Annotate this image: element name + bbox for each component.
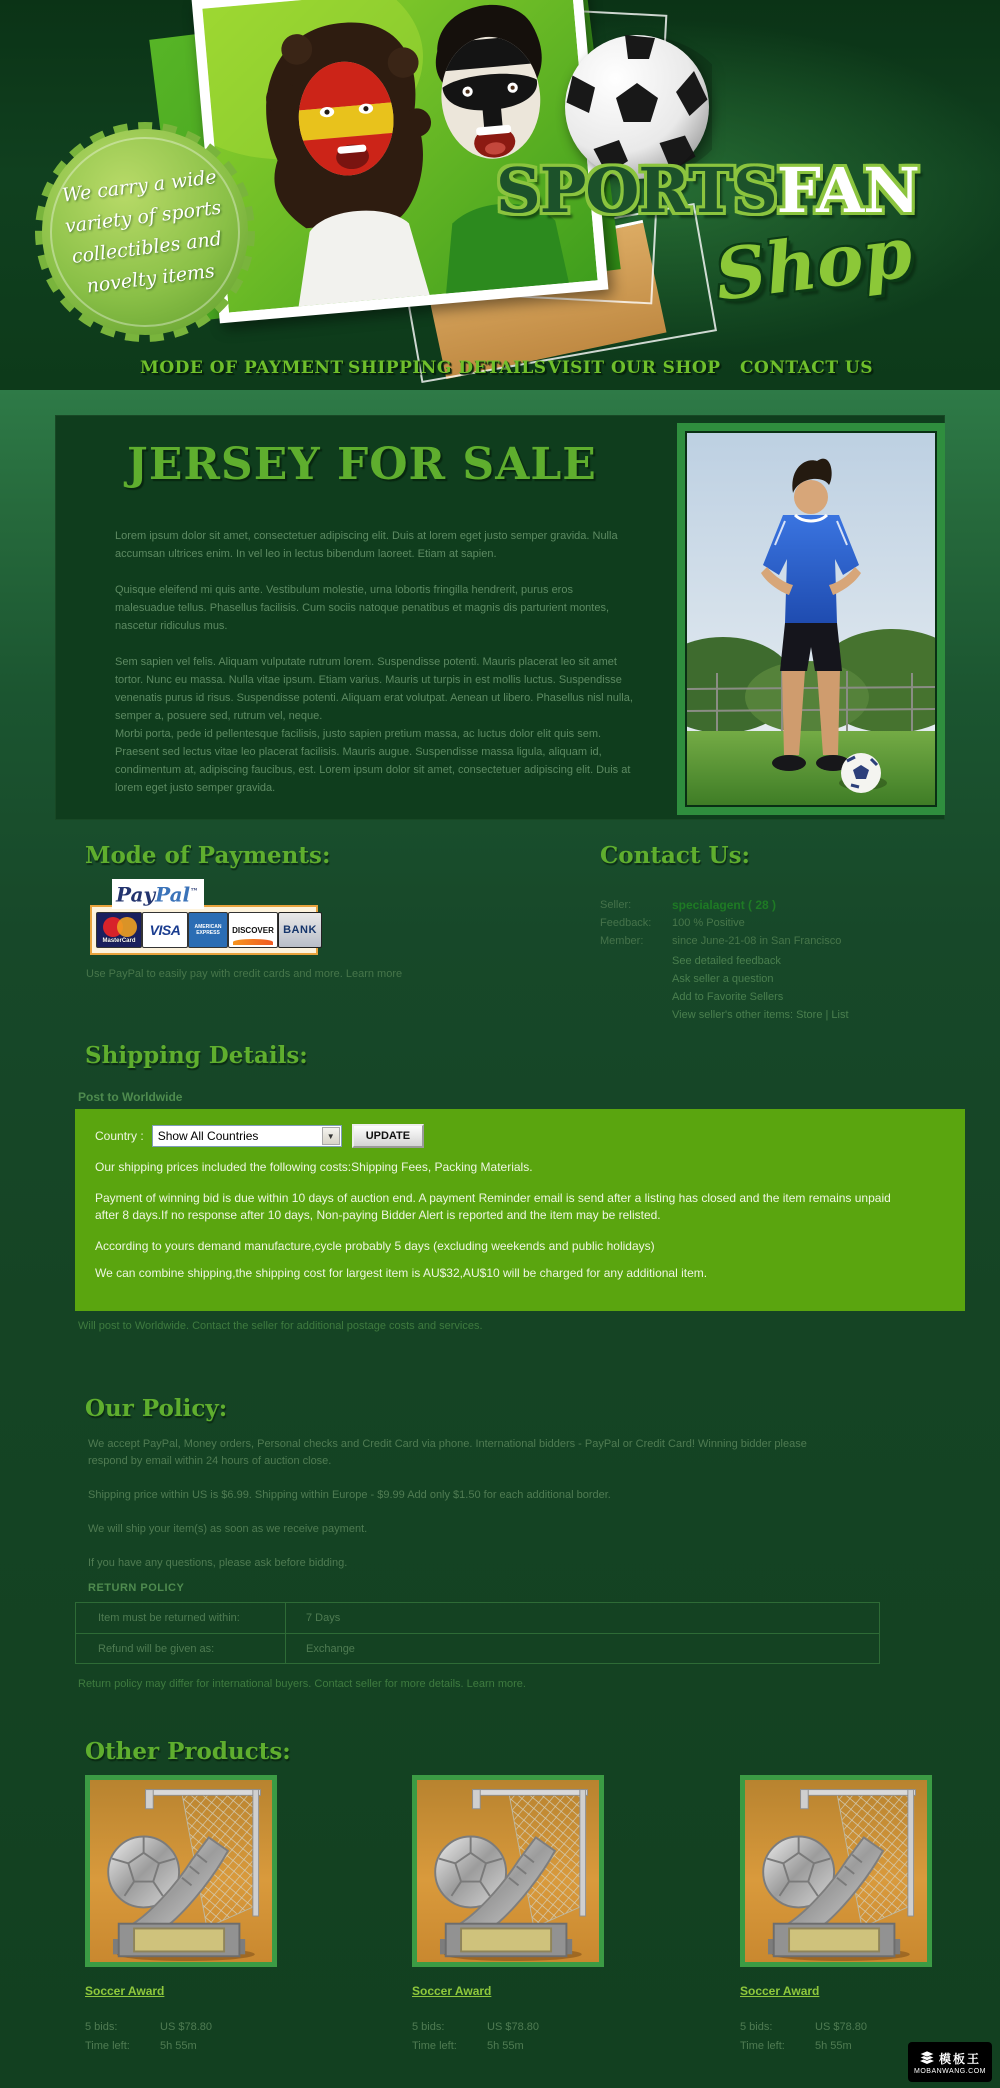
policy-paragraph: Shipping price within US is $6.99. Shipping within Europe - $9.99 Add only $1.50 for each additional border.	[88, 1489, 611, 1501]
mastercard-icon: MasterCard	[96, 912, 142, 948]
time-left: 5h 55m	[487, 2040, 524, 2052]
watermark-domain: MOBANWANG.COM	[914, 2067, 986, 2075]
policy-paragraph: We will ship your item(s) as soon as we receive payment.	[88, 1523, 368, 1535]
country-selector-row	[95, 1123, 945, 1149]
table-row: Refund will be given as: Exchange	[76, 1633, 879, 1663]
listing-paragraph: Morbi porta, pede id pellentesque facilisis, justo sapien pretium massa, ac luctus dolor elit quis sem.	[115, 728, 602, 740]
listing-paragraph: Lorem ipsum dolor sit amet, consectetuer adipiscing elit. Duis at lorem eget justo semper gravida. Nulla accumsan ultrices enim. In vel leo in lectus bibendum laoreet. Etiam at sapien.	[115, 530, 618, 560]
ask-seller-question-link[interactable]: Ask seller a question	[672, 973, 774, 985]
product-card-2-image[interactable]	[412, 1775, 604, 1967]
other-products-heading: Other Products:	[85, 1738, 291, 1765]
seller-row: Seller: specialagent ( 28 )	[600, 898, 777, 912]
promo-badge	[25, 110, 265, 355]
nav-shipping-details[interactable]: SHIPPING DETAILS	[348, 358, 547, 378]
nav-contact-us[interactable]: CONTACT US	[740, 358, 873, 378]
badge-line: novelty items	[85, 259, 216, 297]
product-link-3[interactable]: Soccer Award	[740, 1984, 820, 1998]
chevron-down-icon[interactable]: ▼	[322, 1127, 340, 1145]
badge-text	[11, 96, 279, 368]
table-row: Item must be returned within: 7 Days	[76, 1603, 879, 1633]
nav-mode-of-payment[interactable]: MODE OF PAYMENT	[140, 358, 344, 378]
feedback-row: Feedback: 100 % Positive	[600, 917, 745, 929]
trophy-icon	[745, 1780, 927, 1962]
shipping-info-box	[75, 1109, 965, 1311]
add-favorite-sellers-link[interactable]: Add to Favorite Sellers	[672, 991, 784, 1003]
listing-paragraph: Praesent sed lectus vitae leo placerat facilisis. Mauris augue. Suspendisse massa ligula, aliquam id, condimentum at, adipiscing faucibus, est. Lorem ipsum dolor sit amet, consectetuer adipiscing elit. Duis at lorem eget justo semper gravida.	[115, 746, 631, 794]
product-photo	[677, 423, 945, 815]
shipping-paragraph: Our shipping prices included the following costs:Shipping Fees, Packing Materials.	[95, 1160, 533, 1174]
policy-paragraph: If you have any questions, please ask before bidding.	[88, 1557, 348, 1569]
bid-price: US $78.80	[487, 2021, 539, 2033]
payment-methods-graphic	[90, 905, 318, 955]
product-title	[85, 1984, 164, 1998]
shipping-paragraph: Payment of winning bid is due within 10 days of auction end. A payment Reminder email is send after a listing has closed and the item remains unpaid after 8 days.If no response after 10 days, Non-paying Bidder Alert is reported and the item may be relisted.	[95, 1191, 891, 1222]
content	[0, 390, 1000, 2088]
learn-more-link[interactable]: Learn more	[345, 968, 403, 980]
bid-price: US $78.80	[160, 2021, 212, 2033]
payments-heading: Mode of Payments:	[85, 842, 331, 869]
listing-title: JERSEY FOR SALE	[127, 439, 597, 490]
country-select[interactable]: Show All Countries ▼	[152, 1125, 342, 1147]
main-nav	[0, 358, 1000, 384]
view-other-items-link[interactable]: View seller's other items: Store | List	[672, 1009, 849, 1021]
logo-shop-text: Shop	[710, 210, 917, 317]
bid-price: US $78.80	[815, 2021, 867, 2033]
policy-paragraph: We accept PayPal, Money orders, Personal checks and Credit Card via phone. International bidders - PayPal or Credit Card! Winning bidder please respond by email within 24 hours of auction close.	[88, 1438, 807, 1467]
badge-line: We carry a wide	[60, 165, 218, 207]
visa-icon: VISA	[142, 912, 188, 948]
listing-paragraph: Quisque eleifend mi quis ante. Vestibulum molestie, urna lobortis fringilla hendrerit, purus eros malesuadue tellus. Phasellus facilisis. Cum sociis natoque penatibus et magnis dis parturient montes, nascetur ridiculus mus.	[115, 584, 610, 632]
product-card-3-image[interactable]	[740, 1775, 932, 1967]
listing-paragraph: Sem sapien vel felis. Aliquam vulputate rutrum lorem. Suspendisse potenti. Mauris placerat leo sit amet tortor. Nunc eu massa. Nulla vitae ipsum. Etiam varius. Mauris ut turpis in est mollis luctus. Suspendisse venenatis purus id risus. Suspendisse potenti. Aliquam erat volutpat. Aenean ut libero. Phasellus nisl nulla, semper a, posuere sed, rutrum vel, neque.	[115, 656, 633, 722]
seller-info	[600, 896, 960, 950]
shipping-paragraph: We can combine shipping,the shipping cost for largest item is AU$32,AU$10 will be charged for any additional item.	[95, 1266, 708, 1280]
time-left: 5h 55m	[815, 2040, 852, 2052]
listing-panel	[55, 415, 945, 820]
time-left: 5h 55m	[160, 2040, 197, 2052]
product-title	[740, 1984, 819, 1998]
trophy-icon	[417, 1780, 599, 1962]
product-meta: 5 bids: US $78.80 Time left: 5h 55m	[740, 2018, 940, 2056]
member-row: Member: since June-21-08 in San Francisco	[600, 935, 842, 947]
seller-name: specialagent ( 28 )	[672, 898, 777, 912]
badge-line: variety of sports	[63, 196, 223, 238]
shipping-heading: Shipping Details:	[85, 1042, 308, 1069]
contact-heading: Contact Us:	[600, 842, 751, 869]
update-button[interactable]: UPDATE	[352, 1124, 424, 1148]
discover-icon: DISCOVER	[228, 912, 278, 948]
payments-caption: Use PayPal to easily pay with credit cards and more. Learn more	[86, 968, 403, 980]
mobanwang-watermark[interactable]	[908, 2042, 992, 2082]
logo-sports-text: SPORTS	[496, 154, 777, 227]
product-title	[412, 1984, 491, 1998]
return-policy-label: RETURN POLICY	[88, 1582, 185, 1594]
product-card-1-image[interactable]	[85, 1775, 277, 1967]
bank-icon: BANK	[278, 912, 322, 948]
shipping-note: Will post to Worldwide. Contact the seller for additional postage costs and services.	[78, 1320, 483, 1332]
policy-heading: Our Policy:	[85, 1395, 228, 1422]
return-policy-table	[75, 1602, 880, 1664]
nav-visit-our-shop[interactable]: VISIT OUR SHOP	[548, 358, 721, 378]
layers-icon	[919, 2051, 935, 2065]
listing-description	[115, 527, 635, 797]
product-meta: 5 bids: US $78.80 Time left: 5h 55m	[85, 2018, 285, 2056]
jersey-photo-art	[687, 433, 935, 805]
badge-line: collectibles and	[70, 227, 224, 268]
seller-links	[672, 952, 849, 1024]
return-policy-note: Return policy may differ for international buyers. Contact seller for more details. Learn more.	[78, 1678, 526, 1690]
product-meta: 5 bids: US $78.80 Time left: 5h 55m	[412, 2018, 612, 2056]
policy-text	[88, 1436, 828, 1589]
paypal-logo: PayPal™	[112, 879, 204, 909]
logo-fan-text: FAN	[776, 154, 919, 227]
country-label: Country :	[95, 1129, 144, 1143]
watermark-name: 模板王	[938, 2051, 981, 2066]
amex-icon: AMERICAN EXPRESS	[188, 912, 228, 948]
trophy-icon	[90, 1780, 272, 1962]
product-link-1[interactable]: Soccer Award	[85, 1984, 165, 1998]
see-detailed-feedback-link[interactable]: See detailed feedback	[672, 955, 781, 967]
shipping-paragraph: According to yours demand manufacture,cycle probably 5 days (excluding weekends and public holidays)	[95, 1239, 655, 1253]
product-link-2[interactable]: Soccer Award	[412, 1984, 492, 1998]
header	[0, 0, 1000, 390]
post-to-worldwide-label: Post to Worldwide	[78, 1090, 183, 1104]
